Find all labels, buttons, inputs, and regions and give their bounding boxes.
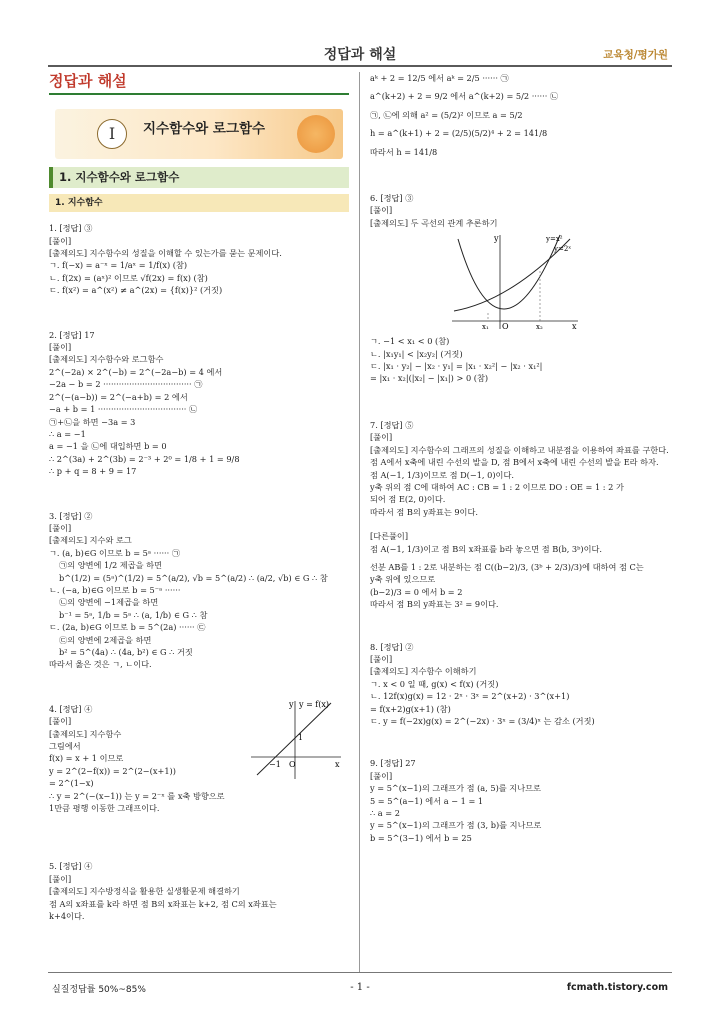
line: ∴ y = 2^(−(x−1)) 는 y = 2⁻ˣ 를 x축 방향으로 <box>49 790 225 801</box>
graph6-x-label: x <box>572 322 577 332</box>
line: ㉡의 양변에 −1제곱을 하면 <box>59 597 159 608</box>
line: y축 위에 있으므로 <box>370 574 436 585</box>
line: 1만큼 평행 이동한 그래프이다. <box>49 803 160 814</box>
line: ㄱ. f(−x) = a⁻ˣ = 1/aˣ = 1/f(x) (참) <box>49 260 188 271</box>
line: 그림에서 <box>49 741 81 752</box>
line: y = 2^(2−f(x)) = 2^(2−(x+1)) <box>49 765 176 776</box>
line: 5 = 5^(a−1) 에서 a − 1 = 1 <box>370 795 484 806</box>
line: 2. [정답] 17 <box>49 329 95 340</box>
line: y축 위의 점 C에 대하여 AC : CB = 1 : 2 이므로 DO : OE = 1 : 2 가 <box>370 481 624 492</box>
line: ㄱ. x < 0 일 때, g(x) < f(x) (거짓) <box>370 678 499 689</box>
line: [풀이] <box>49 873 72 884</box>
line: f(x) = x + 1 이므로 <box>49 753 124 764</box>
line: 점 A의 x좌표를 k라 하면 점 B의 x좌표는 k+2, 점 C의 x좌표는 <box>49 898 277 909</box>
section-heading: 1. 지수함수와 로그함수 <box>49 167 349 187</box>
line: 1. [정답] ③ <box>49 223 93 234</box>
line: b^(1/2) = (5ᵃ)^(1/2) = 5^(a/2), √b = 5^(a/2) ∴ (a/2, √b) ∈ G ∴ 참 <box>59 572 328 583</box>
line: [출제의도] 지수와 로그 <box>49 535 132 546</box>
chapter-banner <box>55 109 343 159</box>
line: = |x₁ · x₂|(|x₂| − |x₁|) > 0 (참) <box>370 373 489 384</box>
line: [풀이] <box>370 770 393 781</box>
problem-9 <box>370 757 670 844</box>
page-title: 정답과 해설 <box>49 72 349 95</box>
footer-site: fcmath.tistory.com <box>566 982 668 993</box>
line: [풀이] <box>370 205 393 216</box>
line: ㄴ. (−a, b)∈G 이므로 b = 5⁻ᵃ ······ <box>49 584 181 595</box>
graph6-x2: x₂ <box>536 323 543 332</box>
line: (b−2)/3 = 0 에서 b = 2 <box>370 586 463 597</box>
line: ∴ a = −1 <box>49 428 86 439</box>
line: [풀이] <box>49 716 72 727</box>
line: [출제의도] 지수함수와 로그함수 <box>49 354 164 365</box>
chapter-number-badge: I <box>97 119 127 149</box>
line: 점 A(−1, 1/3)이므로 점 D(−1, 0)이다. <box>370 469 514 480</box>
line: 되어 점 E(2, 0)이다. <box>370 494 446 505</box>
line: [출제의도] 두 곡선의 관계 추론하기 <box>370 217 498 228</box>
line: 5. [정답] ④ <box>49 861 93 872</box>
line: ㄴ. f(2x) = (aˣ)² 이므로 √f(2x) = f(x) (참) <box>49 272 208 283</box>
problem-8 <box>370 641 670 728</box>
line: ㉠+㉡을 하면 −3a = 3 <box>49 416 136 427</box>
line: 8. [정답] ② <box>370 641 414 652</box>
problem-5 <box>49 860 349 922</box>
flower-decoration-icon <box>297 115 335 153</box>
line: [출제의도] 지수방정식을 활용한 실생활문제 해결하기 <box>49 886 240 897</box>
line: ㄱ. −1 < x₁ < 0 (참) <box>370 336 450 347</box>
line: 4. [정답] ④ <box>49 703 93 714</box>
line: ∴ a = 2 <box>370 808 400 819</box>
line: 선분 AB를 1 : 2로 내분하는 점 C((b−2)/3, (3ᵇ + 2/3)/3)에 대하여 점 C는 <box>370 561 644 572</box>
line: [풀이] <box>49 342 72 353</box>
problem-1 <box>49 222 349 296</box>
line: ㄷ. f(x²) = a^(x²) ≠ a^(2x) = {f(x)}² (거짓) <box>49 285 223 296</box>
graph6-y-label: y <box>494 234 499 244</box>
line: 9. [정답] 27 <box>370 758 416 769</box>
graph4-x-label: x <box>335 759 340 769</box>
graph6-x1: x₁ <box>482 323 489 332</box>
line: k+4이다. <box>49 911 85 922</box>
graph-4-line <box>247 697 343 781</box>
subsection-heading: 1. 지수함수 <box>49 194 349 212</box>
header-title: 정답과 해설 <box>323 47 397 63</box>
footer-accuracy: 실질정답률 50%~85% <box>52 985 146 995</box>
problem-4 <box>49 699 349 815</box>
line: = 2^(1−x) <box>49 778 94 789</box>
line: [출제의도] 지수함수 이해하기 <box>370 666 477 677</box>
line: ∴ 2^(3a) + 2^(3b) = 2⁻³ + 2⁰ = 1/8 + 1 = 9/8 <box>49 453 240 464</box>
line: [출제의도] 지수함수의 성질을 이해할 수 있는가를 묻는 문제이다. <box>49 248 282 259</box>
line: 2^(−(a−b)) = 2^(−a+b) = 2 에서 <box>49 391 188 402</box>
line: 따라서 점 B의 y좌표는 3² = 9이다. <box>370 599 499 610</box>
graph4-fx-label: y = f(x) <box>299 699 330 709</box>
graph-6-curves <box>450 231 580 331</box>
line: ㉢의 양변에 2제곱을 하면 <box>59 634 152 645</box>
line: [출제의도] 지수함수의 그래프의 성질을 이해하고 내분점을 이용하여 좌표를 구한다. <box>370 444 669 455</box>
line: 7. [정답] ⑤ <box>370 419 414 430</box>
line: y = 5^(x−1)의 그래프가 점 (3, b)를 지나므로 <box>370 820 542 831</box>
line: [출제의도] 지수함수 <box>49 728 122 739</box>
line: a^(k+2) + 2 = 9/2 에서 a^(k+2) = 5/2 ······ ㉡ <box>370 91 559 102</box>
line: 따라서 h = 141/8 <box>370 146 438 157</box>
line: [풀이] <box>370 653 393 664</box>
line: ∴ p + q = 8 + 9 = 17 <box>49 466 137 477</box>
line: −a + b = 1 ·································· ㉡ <box>49 404 198 415</box>
line: 2^(−2a) × 2^(−b) = 2^(−2a−b) = 4 에서 <box>49 366 223 377</box>
line: aᵏ + 2 = 12/5 에서 aᵏ = 2/5 ······ ㉠ <box>370 73 509 83</box>
problem-3 <box>49 510 349 671</box>
line: [풀이] <box>49 235 72 246</box>
line: 따라서 점 B의 y좌표는 9이다. <box>370 506 478 517</box>
line: 3. [정답] ② <box>49 510 93 521</box>
graph4-one: 1 <box>298 732 304 742</box>
graph4-y-label: y <box>289 699 294 709</box>
line: = f(x+2)g(x+1) (참) <box>370 703 451 714</box>
line: 6. [정답] ③ <box>370 193 414 204</box>
graph4-neg-one: −1 <box>269 759 281 769</box>
line: ㄱ. (a, b)∈G 이므로 b = 5ᵃ ······ ㉠ <box>49 547 181 558</box>
line: ㄴ. 12f(x)g(x) = 12 · 2ˣ · 3ˣ = 2^(x+2) · 3^(x+1) <box>370 691 570 702</box>
line: a = −1 을 ㉡에 대입하면 b = 0 <box>49 441 167 452</box>
footer-rule <box>48 972 672 973</box>
problem-7 <box>370 419 670 518</box>
line: −2a − b = 2 ·································· ㉠ <box>49 379 203 390</box>
line: b⁻¹ = 5ᵃ, 1/b = 5ᵃ ∴ (a, 1/b) ∈ G ∴ 참 <box>59 609 208 620</box>
header-rule <box>48 65 672 67</box>
line: b² = 5^(4a) ∴ (4a, b²) ∈ G ∴ 거짓 <box>59 647 193 657</box>
graph6-origin: O <box>502 322 509 332</box>
line: h = a^(k+1) + 2 = (2/5)(5/2)⁴ + 2 = 141/8 <box>370 128 548 139</box>
line: 따라서 옳은 것은 ㄱ, ㄴ이다. <box>49 659 152 670</box>
line: [풀이] <box>49 522 72 533</box>
problem-2 <box>49 329 349 478</box>
problem-6 <box>370 192 670 385</box>
graph6-curve2: y=2ˣ <box>554 245 572 254</box>
line: y = 5^(x−1)의 그래프가 점 (a, 5)를 지나므로 <box>370 783 541 794</box>
line: ㄷ. (2a, b)∈G 이므로 b = 5^(2a) ······ ㉢ <box>49 622 206 633</box>
line: ㉠의 양변에 1/2 제곱을 하면 <box>59 560 162 571</box>
right-column <box>370 72 670 856</box>
line: ㄴ. |x₁y₁| < |x₂y₂| (거짓) <box>370 348 463 359</box>
line: [다른풀이] <box>370 531 409 542</box>
line: ㉠, ㉡에 의해 a² = (5/2)² 이므로 a = 5/2 <box>370 109 523 120</box>
left-column <box>49 72 349 935</box>
line: 점 A(−1, 1/3)이고 점 B의 x좌표를 b라 놓으면 점 B(b, 3ᵇ)이다. <box>370 543 603 554</box>
column-divider <box>359 72 360 972</box>
line: [풀이] <box>370 432 393 443</box>
problem-5-continued <box>370 72 670 158</box>
line: ㄷ. |x₁ · y₂| − |x₂ · y₁| = |x₁ · x₂²| − |x₂ · x₁²| <box>370 361 543 372</box>
problem-7-alternative <box>370 530 670 610</box>
chapter-title: 지수함수와 로그함수 <box>143 121 266 138</box>
line: b = 5^(3−1) 에서 b = 25 <box>370 832 472 843</box>
graph4-origin: O <box>289 759 296 769</box>
line: ㄷ. y = f(−2x)g(x) = 2^(−2x) · 3ˣ = (3/4)ˣ 는 감소 (거짓) <box>370 716 595 726</box>
page-number: - 1 - <box>350 982 370 993</box>
line: 점 A에서 x축에 내린 수선의 발을 D, 점 B에서 x축에 내린 수선의 발을 E라 하자. <box>370 457 659 468</box>
graph6-curve1: y=x² <box>546 235 563 244</box>
header-publisher: 교육청/평가원 <box>603 49 668 61</box>
